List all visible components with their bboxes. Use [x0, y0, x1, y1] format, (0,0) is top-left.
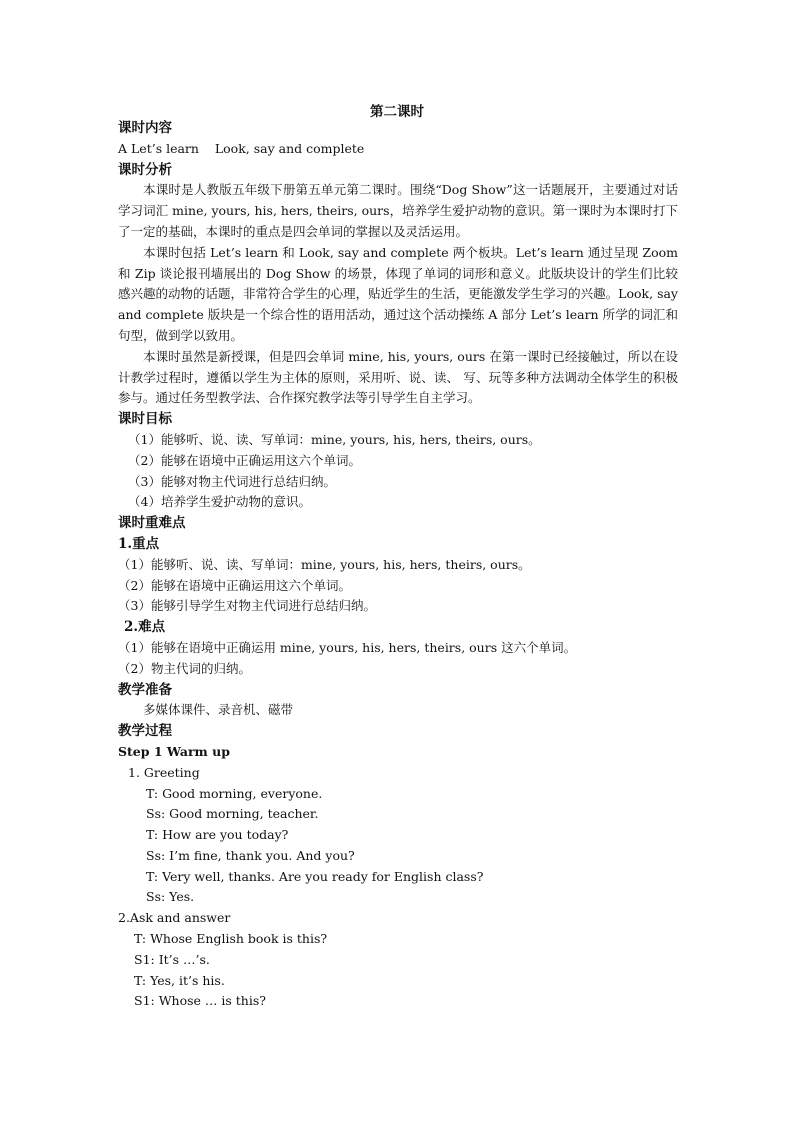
analysis-paragraph: 本课时虽然是新授课，但是四会单词 mine, his, yours, ours 在第一课时已经接触过，所以在设计教学过程时，遵循以学生为主体的原则，采用听、说、读、 写、玩等多种方法调动全体学生的积极参与。通过任务型教学法、合作探究教学法等引导学生自主学习。: [118, 348, 678, 406]
subheading-difficult-points: 2.难点: [124, 619, 166, 636]
document-body: [118, 118, 678, 1012]
step-heading: Step 1 Warm up: [118, 743, 230, 759]
section-heading-preparation: 教学准备: [118, 681, 172, 698]
dialog-line: T: Whose English book is this?: [134, 931, 328, 947]
goal-item: （1）能够听、说、读、写单词：mine, yours, his, hers, theirs, ours。: [128, 431, 541, 447]
dialog-line: S1: Whose … is this?: [134, 993, 266, 1009]
dialog-line: T: Good morning, everyone.: [146, 785, 323, 801]
key-point-item: （2）能够在语境中正确运用这六个单词。: [118, 577, 351, 593]
dialog-line: T: Yes, it’s his.: [134, 972, 225, 988]
page-title: 第二课时: [370, 104, 424, 120]
goal-item: （4）培养学生爱护动物的意识。: [128, 494, 311, 510]
difficult-point-item: （2）物主代词的归纳。: [118, 660, 251, 676]
key-point-item: （3）能够引导学生对物主代词进行总结归纳。: [118, 598, 376, 614]
key-point-item: （1）能够听、说、读、写单词：mine, yours, his, hers, theirs, ours。: [118, 556, 531, 572]
section-heading-process: 教学过程: [118, 723, 172, 740]
subheading-key-points: 1.重点: [118, 535, 160, 552]
activity-heading: 1. Greeting: [128, 764, 200, 780]
activity-heading: 2.Ask and answer: [118, 910, 231, 926]
section-heading-goals: 课时目标: [118, 411, 172, 428]
section-heading-content: 课时内容: [118, 120, 172, 136]
goal-item: （2）能够在语境中正确运用这六个单词。: [128, 452, 361, 468]
goal-item: （3）能够对物主代词进行总结归纳。: [128, 473, 336, 489]
dialog-line: T: How are you today?: [146, 827, 289, 843]
dialog-line: Ss: Good morning, teacher.: [146, 806, 319, 822]
dialog-line: S1: It’s …’s.: [134, 951, 210, 967]
dialog-line: T: Very well, thanks. Are you ready for English class?: [146, 868, 484, 884]
analysis-paragraph: 本课时包括 Let’s learn 和 Look, say and complete 两个板块。Let’s learn 通过呈现 Zoom 和 Zip 谈论报刊墙展出的 Dog Show 的场景，体现了单词的词形和意义。此版块设计的学生们比较感兴趣的动物的话题，非常符合学生的心理，贴近学生的生活，更能激发学生学习的兴趣。Look, say and complete 版块是一个综合性的语用活动，通过这个活动操练 A 部分 Let’s learn 所学的词汇和句型，做到学以致用。: [118, 244, 678, 343]
lesson-content-line: A Let’s learn Look, say and complete: [118, 140, 365, 156]
preparation-line: 多媒体课件、录音机、磁带: [143, 702, 294, 718]
section-heading-key-difficult: 课时重难点: [118, 515, 186, 532]
dialog-line: Ss: I’m fine, thank you. And you?: [146, 847, 355, 863]
dialog-line: Ss: Yes.: [146, 889, 195, 905]
analysis-paragraph: 本课时是人教版五年级下册第五单元第二课时。围绕“Dog Show”这一话题展开，主要通过对话学习词汇 mine, yours, his, hers, theirs, ours，培养学生爱护动物的意识。第一课时为本课时打下了一定的基础，本课时的重点是四会单词的掌握以及灵活运用。: [118, 182, 678, 239]
difficult-point-item: （1）能够在语境中正确运用 mine, yours, his, hers, theirs, ours 这六个单词。: [118, 639, 577, 655]
section-heading-analysis: 课时分析: [118, 161, 172, 178]
